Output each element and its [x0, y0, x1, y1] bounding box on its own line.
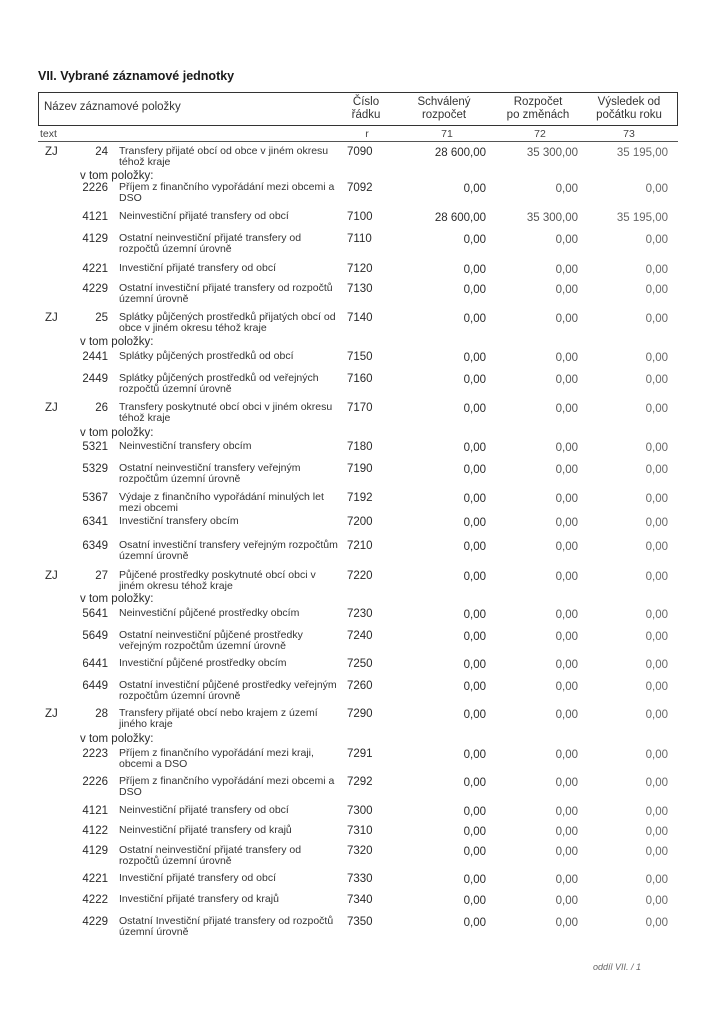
result-value: 0,00	[645, 777, 668, 789]
table-row	[0, 873, 724, 893]
approved-budget-value: 0,00	[463, 264, 486, 276]
row-number: 7310	[347, 825, 373, 837]
table-row	[0, 463, 724, 483]
table-row	[0, 402, 724, 422]
item-code: 4129	[82, 845, 108, 857]
row-number: 7250	[347, 658, 373, 670]
record-unit-marker: ZJ	[45, 146, 58, 158]
table-row	[0, 182, 724, 202]
approved-budget-value: 0,00	[463, 234, 486, 246]
item-description: Ostatní neinvestiční přijaté transfery od rozpočtů územní úrovně	[119, 232, 302, 255]
item-description: Ostatní investiční přijaté transfery od rozpočtů územní úrovně	[119, 282, 333, 305]
revised-budget-value: 0,00	[555, 846, 578, 858]
row-number: 7292	[347, 776, 373, 788]
item-description: Transfery přijaté obcí nebo krajem z území jiného kraje	[119, 707, 318, 730]
row-number: 7170	[347, 402, 373, 414]
subheader-r: r	[365, 128, 369, 140]
row-number: 7240	[347, 630, 373, 642]
item-code: 26	[95, 402, 108, 414]
row-number: 7192	[347, 492, 373, 504]
revised-budget-value: 0,00	[555, 917, 578, 929]
result-value: 0,00	[645, 374, 668, 386]
result-value: 0,00	[645, 493, 668, 505]
item-code: 5329	[82, 463, 108, 475]
revised-budget-value: 0,00	[555, 264, 578, 276]
revised-budget-value: 0,00	[555, 493, 578, 505]
item-description: Ostatní Investiční přijaté transfery od rozpočtů územní úrovně	[119, 915, 334, 938]
approved-budget-value: 0,00	[463, 284, 486, 296]
item-code: 5321	[82, 441, 108, 453]
result-value: 0,00	[645, 631, 668, 643]
revised-budget-value: 0,00	[555, 464, 578, 476]
item-description: Ostatní neinvestiční půjčené prostředky veřejným rozpočtům územní úrovně	[119, 629, 303, 652]
header-result-line2: počátku roku	[596, 109, 662, 121]
subheader-73: 73	[623, 128, 635, 140]
approved-budget-value: 0,00	[463, 846, 486, 858]
row-number: 7140	[347, 312, 373, 324]
item-description: Výdaje z finančního vypořádání minulých let mezi obcemi	[119, 491, 324, 514]
result-value: 35 195,00	[616, 147, 668, 159]
revised-budget-value: 0,00	[555, 874, 578, 886]
header-row-number	[346, 96, 386, 122]
revised-budget-value: 0,00	[555, 442, 578, 454]
header-name: Název záznamové položky	[44, 101, 181, 113]
revised-budget-value: 0,00	[555, 352, 578, 364]
revised-budget-value: 0,00	[555, 541, 578, 553]
item-code: 6449	[82, 680, 108, 692]
revised-budget-value: 0,00	[555, 806, 578, 818]
item-description: Investiční transfery obcím	[119, 515, 239, 527]
result-value: 0,00	[645, 895, 668, 907]
subheader-divider	[38, 141, 678, 142]
page-title: VII. Vybrané záznamové jednotky	[38, 69, 235, 83]
header-approved-line1: Schválený	[417, 96, 471, 108]
item-code: 4229	[82, 283, 108, 295]
row-number: 7190	[347, 463, 373, 475]
result-value: 0,00	[645, 313, 668, 325]
result-value: 0,00	[645, 183, 668, 195]
approved-budget-value: 0,00	[463, 313, 486, 325]
row-number: 7092	[347, 182, 373, 194]
table-row	[0, 351, 724, 371]
table-row	[0, 916, 724, 936]
approved-budget-value: 0,00	[463, 777, 486, 789]
revised-budget-value: 0,00	[555, 284, 578, 296]
result-value: 0,00	[645, 284, 668, 296]
item-description: Investiční půjčené prostředky obcím	[119, 657, 287, 669]
item-code: 24	[95, 146, 108, 158]
item-description: Investiční přijaté transfery od krajů	[119, 893, 279, 905]
revised-budget-value: 0,00	[555, 374, 578, 386]
revised-budget-value: 0,00	[555, 313, 578, 325]
row-number: 7100	[347, 211, 373, 223]
header-approved-budget	[404, 96, 484, 122]
row-number: 7260	[347, 680, 373, 692]
result-value: 0,00	[645, 681, 668, 693]
row-number: 7150	[347, 351, 373, 363]
table-row	[0, 845, 724, 865]
header-result	[586, 96, 672, 122]
table-row	[0, 658, 724, 678]
result-value: 0,00	[645, 846, 668, 858]
revised-budget-value: 0,00	[555, 777, 578, 789]
item-description: Osatní investiční transfery veřejným rozpočtům územní úrovně	[119, 539, 338, 562]
row-number: 7200	[347, 516, 373, 528]
approved-budget-value: 0,00	[463, 917, 486, 929]
row-number: 7180	[347, 441, 373, 453]
record-unit-marker: ZJ	[45, 402, 58, 414]
row-number: 7291	[347, 748, 373, 760]
item-description: Příjem z finančního vypořádání mezi obcemi a DSO	[119, 775, 335, 798]
item-description: Transfery poskytnuté obcí obci v jiném okresu téhož kraje	[119, 401, 333, 424]
approved-budget-value: 0,00	[463, 609, 486, 621]
approved-budget-value: 0,00	[463, 403, 486, 415]
table-row	[0, 516, 724, 536]
item-description: Splátky půjčených prostředků od obcí	[119, 350, 294, 362]
table-row	[0, 608, 724, 628]
approved-budget-value: 0,00	[463, 874, 486, 886]
revised-budget-value: 0,00	[555, 571, 578, 583]
approved-budget-value: 28 600,00	[434, 212, 486, 224]
header-result-line1: Výsledek od	[597, 96, 661, 108]
revised-budget-value: 0,00	[555, 659, 578, 671]
table-row	[0, 233, 724, 253]
item-description: Ostatní neinvestiční přijaté transfery od rozpočtů územní úrovně	[119, 844, 302, 867]
row-number: 7130	[347, 283, 373, 295]
item-code: 2226	[82, 182, 108, 194]
item-description: Transfery přijaté obcí od obce v jiném okresu téhož kraje	[119, 145, 329, 168]
result-value: 0,00	[645, 464, 668, 476]
row-number: 7110	[347, 233, 372, 245]
revised-budget-value: 0,00	[555, 826, 578, 838]
result-value: 0,00	[645, 571, 668, 583]
item-description: Neinvestiční půjčené prostředky obcím	[119, 607, 300, 619]
subheader-text: text	[40, 128, 57, 140]
item-code: 2441	[82, 351, 108, 363]
result-value: 0,00	[645, 352, 668, 364]
subitems-label: v tom položky:	[80, 733, 154, 745]
header-revised-line1: Rozpočet	[513, 96, 563, 108]
subheader-72: 72	[534, 128, 546, 140]
table-row	[0, 708, 724, 728]
item-code: 4229	[82, 916, 108, 928]
table-row	[0, 540, 724, 560]
item-description: Investiční přijaté transfery od obcí	[119, 872, 276, 884]
item-description: Neinvestiční přijaté transfery od obcí	[119, 804, 289, 816]
table-row	[0, 373, 724, 393]
table-row	[0, 441, 724, 461]
item-code: 2226	[82, 776, 108, 788]
row-number: 7290	[347, 708, 373, 720]
item-description: Příjem z finančního vypořádání mezi kraji, obcemi a DSO	[119, 747, 314, 770]
table-row	[0, 680, 724, 700]
approved-budget-value: 0,00	[463, 681, 486, 693]
result-value: 0,00	[645, 442, 668, 454]
row-number: 7300	[347, 805, 373, 817]
table-row	[0, 570, 724, 590]
item-code: 2449	[82, 373, 108, 385]
revised-budget-value: 0,00	[555, 183, 578, 195]
item-description: Příjem z finančního vypořádání mezi obcemi a DSO	[119, 181, 335, 204]
item-code: 5649	[82, 630, 108, 642]
item-code: 4121	[82, 805, 108, 817]
result-value: 0,00	[645, 234, 668, 246]
record-unit-marker: ZJ	[45, 312, 58, 324]
table-row	[0, 283, 724, 303]
item-code: 6441	[82, 658, 108, 670]
item-description: Ostatní investiční půjčené prostředky veřejným rozpočtům územní úrovně	[119, 679, 337, 702]
item-code: 2223	[82, 748, 108, 760]
result-value: 0,00	[645, 826, 668, 838]
row-number: 7090	[347, 146, 373, 158]
item-code: 25	[95, 312, 108, 324]
approved-budget-value: 0,00	[463, 464, 486, 476]
approved-budget-value: 0,00	[463, 631, 486, 643]
result-value: 0,00	[645, 403, 668, 415]
item-code: 4221	[82, 263, 108, 275]
revised-budget-value: 0,00	[555, 895, 578, 907]
revised-budget-value: 35 300,00	[526, 212, 578, 224]
item-code: 4122	[82, 825, 108, 837]
item-code: 5367	[82, 492, 108, 504]
item-code: 5641	[82, 608, 108, 620]
row-number: 7340	[347, 894, 373, 906]
row-number: 7210	[347, 540, 373, 552]
approved-budget-value: 28 600,00	[434, 147, 486, 159]
item-description: Neinvestiční přijaté transfery od krajů	[119, 824, 292, 836]
page-footer: oddíl VII. / 1	[593, 962, 642, 972]
item-description: Neinvestiční transfery obcím	[119, 440, 252, 452]
table-row	[0, 805, 724, 825]
item-description: Půjčené prostředky poskytnuté obcí obci v jiném okresu téhož kraje	[119, 569, 316, 592]
subheader-71: 71	[441, 128, 453, 140]
item-description: Investiční přijaté transfery od obcí	[119, 262, 276, 274]
item-description: Splátky půjčených prostředků přijatých obcí od obce v jiném okresu téhož kraje	[119, 311, 336, 334]
row-number: 7350	[347, 916, 373, 928]
subitems-label: v tom položky:	[80, 336, 154, 348]
row-number: 7120	[347, 263, 373, 275]
item-description: Splátky půjčených prostředků od veřejných rozpočtů územní úrovně	[119, 372, 319, 395]
header-revised-line2: po změnách	[506, 109, 570, 121]
item-code: 6349	[82, 540, 108, 552]
result-value: 0,00	[645, 806, 668, 818]
item-code: 4222	[82, 894, 108, 906]
revised-budget-value: 0,00	[555, 609, 578, 621]
table-row	[0, 630, 724, 650]
item-code: 4129	[82, 233, 108, 245]
table-row	[0, 211, 724, 231]
approved-budget-value: 0,00	[463, 749, 486, 761]
revised-budget-value: 0,00	[555, 517, 578, 529]
result-value: 0,00	[645, 659, 668, 671]
row-number: 7320	[347, 845, 373, 857]
row-number: 7220	[347, 570, 373, 582]
result-value: 0,00	[645, 609, 668, 621]
result-value: 0,00	[645, 917, 668, 929]
result-value: 0,00	[645, 709, 668, 721]
approved-budget-value: 0,00	[463, 659, 486, 671]
row-number: 7230	[347, 608, 373, 620]
item-code: 27	[95, 570, 108, 582]
revised-budget-value: 0,00	[555, 631, 578, 643]
table-row	[0, 825, 724, 845]
approved-budget-value: 0,00	[463, 374, 486, 386]
result-value: 0,00	[645, 264, 668, 276]
record-unit-marker: ZJ	[45, 708, 58, 720]
approved-budget-value: 0,00	[463, 493, 486, 505]
subitems-label: v tom položky:	[80, 170, 154, 182]
approved-budget-value: 0,00	[463, 826, 486, 838]
result-value: 0,00	[645, 874, 668, 886]
revised-budget-value: 0,00	[555, 681, 578, 693]
table-row	[0, 748, 724, 768]
header-row-number-line2: řádku	[351, 109, 381, 121]
approved-budget-value: 0,00	[463, 806, 486, 818]
table-row	[0, 894, 724, 914]
approved-budget-value: 0,00	[463, 352, 486, 364]
table-row	[0, 492, 724, 512]
row-number: 7330	[347, 873, 373, 885]
table-row	[0, 776, 724, 796]
result-value: 0,00	[645, 541, 668, 553]
header-revised-budget	[496, 96, 580, 122]
table-row	[0, 263, 724, 283]
record-unit-marker: ZJ	[45, 570, 58, 582]
table-row	[0, 312, 724, 332]
approved-budget-value: 0,00	[463, 183, 486, 195]
header-row-number-line1: Číslo	[352, 96, 380, 108]
approved-budget-value: 0,00	[463, 895, 486, 907]
header-approved-line2: rozpočet	[421, 109, 467, 121]
item-description: Ostatní neinvestiční transfery veřejným rozpočtům územní úrovně	[119, 462, 301, 485]
revised-budget-value: 35 300,00	[526, 147, 578, 159]
approved-budget-value: 0,00	[463, 517, 486, 529]
approved-budget-value: 0,00	[463, 571, 486, 583]
row-number: 7160	[347, 373, 373, 385]
item-code: 6341	[82, 516, 108, 528]
result-value: 0,00	[645, 517, 668, 529]
table-row	[0, 146, 724, 166]
revised-budget-value: 0,00	[555, 403, 578, 415]
approved-budget-value: 0,00	[463, 709, 486, 721]
item-code: 28	[95, 708, 108, 720]
revised-budget-value: 0,00	[555, 234, 578, 246]
item-code: 4221	[82, 873, 108, 885]
item-code: 4121	[82, 211, 108, 223]
item-description: Neinvestiční přijaté transfery od obcí	[119, 210, 289, 222]
subitems-label: v tom položky:	[80, 593, 154, 605]
result-value: 35 195,00	[616, 212, 668, 224]
revised-budget-value: 0,00	[555, 749, 578, 761]
subitems-label: v tom položky:	[80, 427, 154, 439]
result-value: 0,00	[645, 749, 668, 761]
revised-budget-value: 0,00	[555, 709, 578, 721]
approved-budget-value: 0,00	[463, 442, 486, 454]
approved-budget-value: 0,00	[463, 541, 486, 553]
